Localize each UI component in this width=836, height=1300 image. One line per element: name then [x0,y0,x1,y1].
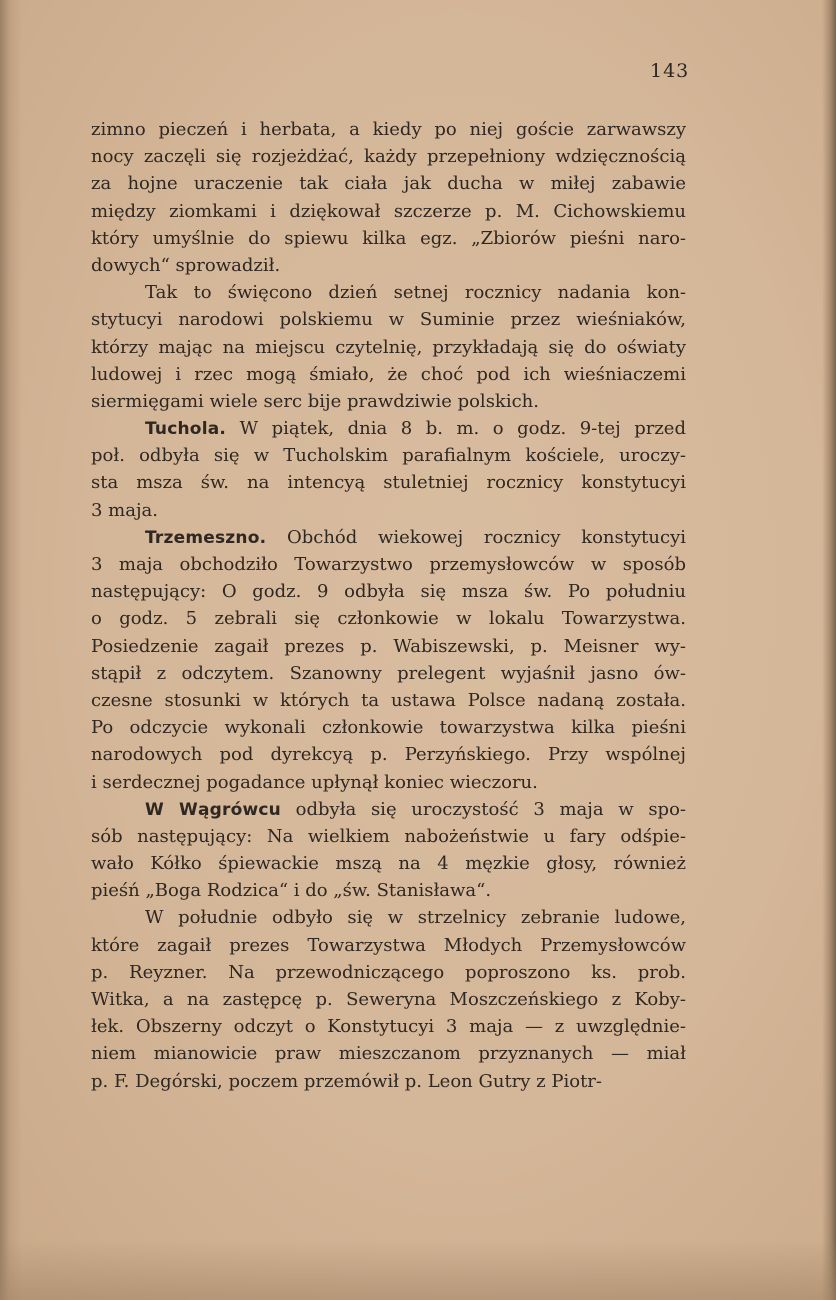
section-heading: Trzemeszno. [145,527,267,548]
line-text: które zagaił prezes Towarzystwa Młodych Przemysłowców [91,934,686,956]
line-text: W południe odbyło się w strzelnicy zebranie ludowe, [145,907,686,929]
line-text: zimno pieczeń i herbata, a kiedy po niej goście zarwawszy [91,119,686,140]
line-text: ludowej i rzec mogą śmiało, że choć pod ich wieśniaczemi [91,363,686,385]
line-text: który umyślnie do spiewu kilka egz. „Zbiorów pieśni naro- [91,227,686,249]
line-text: narodowych pod dyrekcyą p. Perzyńskiego. Przy wspólnej [91,744,686,766]
line-text: nocy zaczęli się rozjeżdżać, każdy przepełniony wdzięcznością [91,146,686,168]
line-text: stytucyi narodowi polskiemu w Suminie przez wieśniaków, [91,309,686,331]
text-line [91,823,686,850]
line-text: p. Reyzner. Na przewodniczącego poproszono ks. prob. [91,961,686,983]
line-text: o godz. 5 zebrali się członkowie w lokalu Towarzystwa. [91,608,686,630]
text-line [91,769,686,796]
text-line [91,578,686,605]
line-text: p. F. Degórski, poczem przemówił p. Leon Gutry z Piotr- [91,1070,602,1092]
line-text: między ziomkami i dziękował szczerze p. M. Cichowskiemu [91,200,686,222]
text-line [91,442,686,469]
line-text: odbyła się uroczystość 3 maja w spo- [295,798,687,820]
line-text: Obchód wiekowej rocznicy konstytucyi [286,526,686,548]
text-line [91,1068,686,1095]
text-line [91,252,686,279]
page-right-edge-shadow [822,0,836,1300]
text-line [91,605,686,632]
line-text: Po odczycie wykonali członkowie towarzystwa kilka pieśni [91,717,686,739]
line-text: łek. Obszerny odczyt o Konstytucyi 3 maja — z uwzględnie- [91,1016,686,1038]
text-line [91,415,686,442]
line-text: pieśń „Boga Rodzica“ i do „św. Stanisława“. [91,880,492,902]
line-text: 3 maja obchodziło Towarzystwo przemysłowców w sposób [91,554,686,575]
text-line [91,306,686,333]
text-line [91,1013,686,1040]
text-line [91,279,686,306]
line-text: wało Kółko śpiewackie mszą na 4 męzkie głosy, również [91,853,686,875]
page-number: 143 [650,60,690,82]
text-line [91,932,686,959]
text-line [91,551,686,578]
section-heading: Tuchola. [145,419,227,440]
text-line [91,714,686,741]
text-line [91,497,686,524]
text-line [91,225,686,252]
line-text: następujący: O godz. 9 odbyła się msza św. Po południu [91,581,686,603]
text-line [91,633,686,660]
page-body-text [91,116,686,1095]
text-line [91,198,686,225]
text-line [91,904,686,931]
line-text: którzy mając na miejscu czytelnię, przykładają się do oświaty [91,336,686,358]
text-line [91,741,686,768]
text-line [91,388,686,415]
line-text: dowych“ sprowadził. [91,254,281,276]
text-line [91,334,686,361]
line-text: sób następujący: Na wielkiem nabożeństwie u fary odśpie- [91,825,686,847]
text-line [91,687,686,714]
page-left-edge-shadow [0,0,22,1300]
text-line [91,959,686,986]
page-bottom-edge-shadow [0,1240,836,1300]
line-text: za hojne uraczenie tak ciała jak ducha w miłej zabawie [91,173,686,195]
line-text: niem mianowicie praw mieszczanom przyznanych — miał [91,1043,686,1065]
text-line [91,660,686,687]
text-line [91,850,686,877]
line-text: poł. odbyła się w Tucholskim parafialnym kościele, uroczy- [91,445,686,467]
text-line [91,986,686,1013]
section-heading: W Wągrówcu [145,799,281,820]
text-line [91,1040,686,1067]
line-text: Tak to święcono dzień setnej rocznicy nadania kon- [145,282,686,304]
line-text: czesne stosunki w których ta ustawa Polsce nadaną została. [91,689,686,711]
text-line [91,116,686,143]
line-text: W piątek, dnia 8 b. m. o godz. 9-tej przed [239,418,686,440]
line-text: stąpił z odczytem. Szanowny prelegent wyjaśnił jasno ów- [91,662,686,684]
text-line [91,170,686,197]
text-line [91,469,686,496]
line-text: Witka, a na zastępcę p. Seweryna Moszczeńskiego z Koby- [91,989,686,1010]
line-text: 3 maja. [91,499,159,521]
line-text: siermięgami wiele serc bije prawdziwie polskich. [91,390,539,412]
line-text: i serdecznej pogadance upłynął koniec wieczoru. [91,771,538,793]
text-line [91,524,686,551]
line-text: sta msza św. na intencyą stuletniej rocznicy konstytucyi [91,472,686,494]
text-line [91,877,686,904]
text-line [91,796,686,823]
line-text: Posiedzenie zagaił prezes p. Wabiszewski, p. Meisner wy- [91,635,686,657]
text-line [91,361,686,388]
text-line [91,143,686,170]
